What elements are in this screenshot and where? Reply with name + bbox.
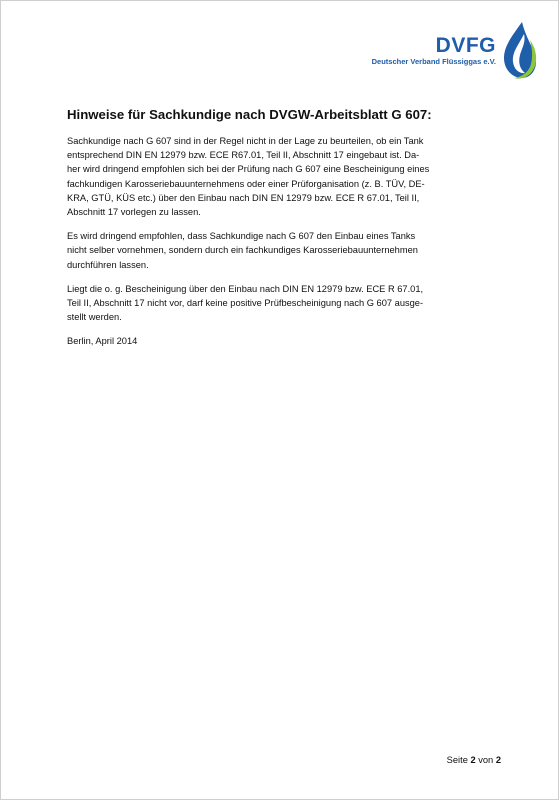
document-body xyxy=(67,107,447,359)
paragraph-2 xyxy=(67,229,447,272)
paragraph-3 xyxy=(67,282,447,325)
page-current: 2 xyxy=(470,755,476,765)
text-line: Sachkundige nach G 607 sind in der Regel nicht in der Lage zu beurteilen, ob ein Tank xyxy=(67,136,424,146)
logo-name: DVFG xyxy=(435,34,496,57)
text-line: nicht selber vornehmen, sondern durch ein fachkundiges Karosseriebauunternehmen xyxy=(67,245,418,256)
logo-subtitle: Deutscher Verband Flüssiggas e.V. xyxy=(371,57,496,66)
page-label: Seite xyxy=(446,755,468,765)
text-line: Liegt die o. g. Bescheinigung über den Einbau nach DIN EN 12979 bzw. ECE R 67.01, xyxy=(67,283,424,294)
date-line xyxy=(67,334,447,348)
document-title: Hinweise für Sachkundige nach DVGW-Arbeitsblatt G 607: xyxy=(67,107,432,122)
page-total: 2 xyxy=(495,755,501,765)
text-line: entsprechend DIN EN 12979 bzw. ECE R67.01, Teil II, Abschnitt 17 eingebaut ist. Da- xyxy=(67,150,420,161)
page-separator: von xyxy=(478,755,494,765)
text-line: Abschnitt 17 vorlegen zu lassen. xyxy=(67,207,201,218)
text-line: durchführen lassen. xyxy=(67,259,149,270)
text-line: Teil II, Abschnitt 17 nicht vor, darf keine positive Prüfbescheinigung nach G 607 ausge- xyxy=(67,298,424,309)
flame-drop-logo-icon xyxy=(500,20,538,82)
page-number xyxy=(447,755,501,765)
text-line: fachkundigen Karosseriebauunternehmens oder einer Prüforganisation (z. B. TÜV, DE- xyxy=(67,178,425,189)
dvfg-logo xyxy=(372,19,538,83)
text-line: Es wird dringend empfohlen, dass Sachkundige nach G 607 den Einbau eines Tanks xyxy=(67,231,416,242)
text-line: her wird dringend empfohlen sich bei der Prüfung nach G 607 eine Bescheinigung eines xyxy=(67,164,430,175)
paragraph-1 xyxy=(67,134,447,219)
text-line: KRA, GTÜ, KÜS etc.) über den Einbau nach DIN EN 12979 bzw. ECE R 67.01, Teil II, xyxy=(67,192,420,203)
logo-text xyxy=(372,35,496,67)
text-line: Berlin, April 2014 xyxy=(67,336,138,347)
text-line: stellt werden. xyxy=(67,312,122,323)
